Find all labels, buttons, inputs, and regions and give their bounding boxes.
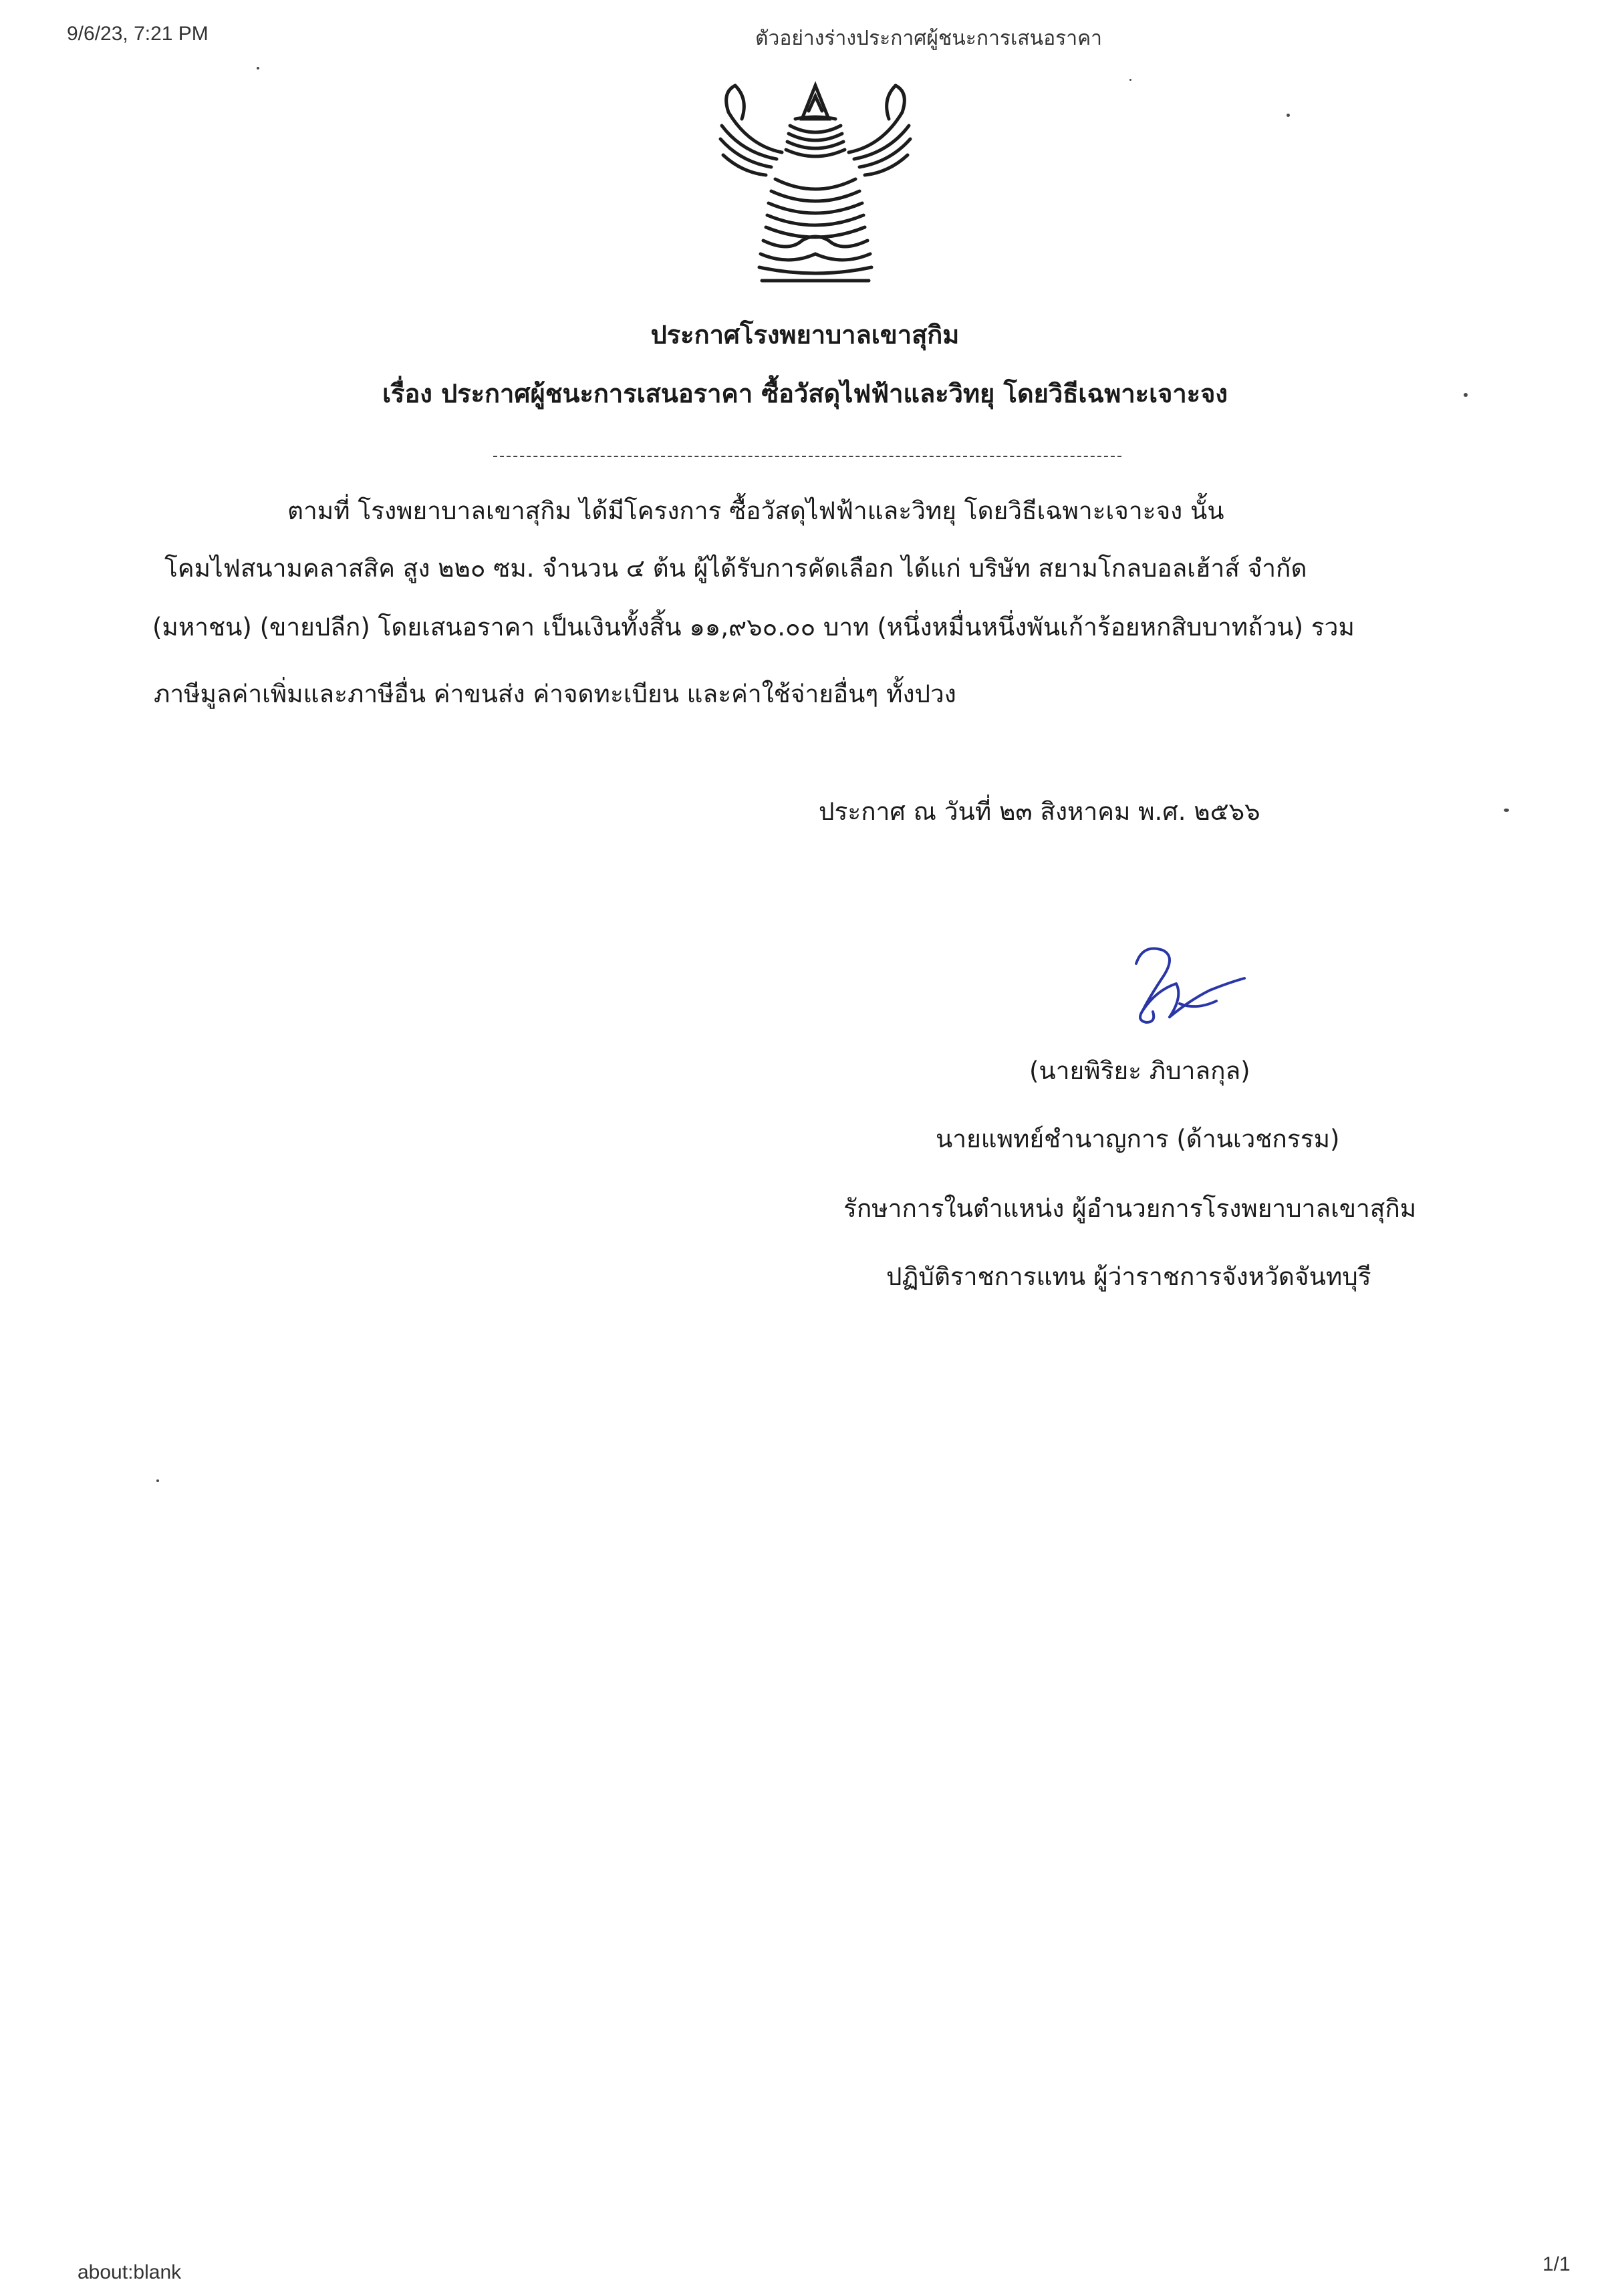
signatory-name: (นายพิริยะ ภิบาลกุล) [1029,1056,1250,1085]
signatory-position: นายแพทย์ชำนาญการ (ด้านเวชกรรม) [936,1125,1340,1153]
scan-speck [156,1479,159,1482]
document-title: ประกาศโรงพยาบาลเขาสุกิม [650,320,960,349]
separator-rule [493,456,1121,457]
print-page-indicator: 1/1 [1542,2253,1571,2275]
print-document-title: ตัวอย่างร่างประกาศผู้ชนะการเสนอราคา [755,27,1102,49]
scan-speck [1464,393,1468,397]
announcement-date: ประกาศ ณ วันที่ ๒๓ สิงหาคม พ.ศ. ๒๕๖๖ [819,797,1260,826]
scan-speck [1287,114,1290,117]
scan-speck [1129,79,1131,81]
body-line: ภาษีมูลค่าเพิ่มและภาษีอื่น ค่าขนส่ง ค่าจดทะเบียน และค่าใช้จ่ายอื่นๆ ทั้งปวง [154,680,956,708]
print-datetime: 9/6/23, 7:21 PM [67,23,209,45]
body-line: (มหาชน) (ขายปลีก) โดยเสนอราคา เป็นเงินทั้งสิ้น ๑๑,๙๖๐.๐๐ บาท (หนึ่งหมื่นหนึ่งพันเก้าร้อยหกสิบบาทถ้วน) รวม [152,613,1355,641]
signature-icon [1116,937,1250,1030]
document-subject: เรื่อง ประกาศผู้ชนะการเสนอราคา ซื้อวัสดุไฟฟ้าและวิทยุ โดยวิธีเฉพาะเจาะจง [382,379,1228,408]
signatory-acting-role: รักษาการในตำแหน่ง ผู้อำนวยการโรงพยาบาลเขาสุกิม [843,1194,1417,1223]
scan-speck [1504,809,1509,812]
print-url: about:blank [78,2261,182,2283]
signatory-deputy-role: ปฏิบัติราชการแทน ผู้ว่าราชการจังหวัดจันทบุรี [886,1262,1371,1291]
body-line: โคมไฟสนามคลาสสิค สูง ๒๒๐ ซม. จำนวน ๔ ต้น ผู้ได้รับการคัดเลือก ได้แก่ บริษัท สยามโกลบอลเฮ้าส์ จำกัด [164,554,1307,583]
garuda-emblem-icon [702,72,929,299]
body-line: ตามที่ โรงพยาบาลเขาสุกิม ได้มีโครงการ ซื้อวัสดุไฟฟ้าและวิทยุ โดยวิธีเฉพาะเจาะจง นั้น [287,496,1224,525]
scan-speck [257,67,259,69]
